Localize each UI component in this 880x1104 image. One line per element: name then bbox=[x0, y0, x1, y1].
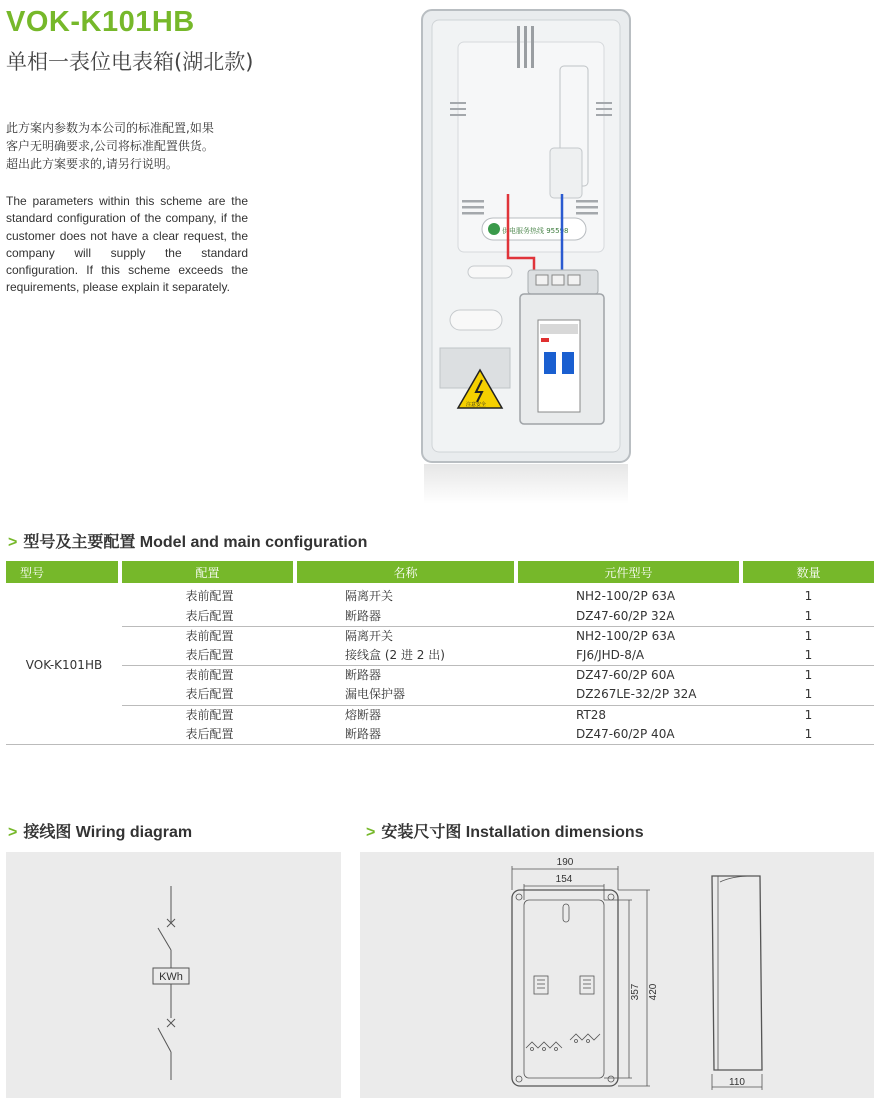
section-arrow-icon: > bbox=[8, 824, 18, 841]
table-row bbox=[6, 705, 874, 725]
table-row bbox=[6, 646, 874, 665]
intro-cn-line: 此方案内参数为本公司的标准配置,如果 bbox=[6, 121, 214, 135]
name-cell: 隔离开关 bbox=[297, 626, 518, 646]
part-cell: DZ47-60/2P 40A bbox=[518, 725, 743, 745]
qty-cell: 1 bbox=[804, 647, 813, 662]
warning-label: 注意安全 bbox=[466, 402, 487, 408]
table-row bbox=[6, 725, 874, 745]
model-cell: VOK-K101HB bbox=[6, 587, 122, 745]
wiring-diagram bbox=[6, 852, 341, 1098]
config-cell: 表前配置 bbox=[122, 665, 297, 685]
name-cell: 漏电保护器 bbox=[345, 687, 406, 702]
name-cell: 熔断器 bbox=[297, 705, 518, 725]
intro-english: The parameters within this scheme are the standard configuration of the company, if the customer does not have a clear request, the company will supply the standard configuration. If this scheme exceeds the requirements, please explain it separately. bbox=[6, 194, 248, 295]
configuration-table bbox=[6, 561, 874, 745]
part-cell: DZ267LE-32/2P 32A bbox=[576, 687, 697, 702]
part-cell: NH2-100/2P 63A bbox=[518, 626, 743, 646]
table-row bbox=[6, 626, 874, 646]
config-cell: 表前配置 bbox=[185, 589, 234, 604]
part-cell: NH2-100/2P 63A bbox=[576, 589, 676, 604]
product-subtitle: 单相一表位电表箱(湖北款) bbox=[6, 50, 254, 74]
intro-cn-line: 超出此方案要求的,请另行说明。 bbox=[6, 157, 178, 171]
part-cell: RT28 bbox=[518, 705, 743, 725]
section-arrow-icon: > bbox=[8, 534, 18, 551]
product-photo bbox=[410, 8, 642, 504]
product-title: VOK-K101HB bbox=[6, 6, 195, 38]
name-cell: 隔离开关 bbox=[345, 589, 394, 604]
qty-cell: 1 bbox=[804, 687, 813, 702]
table-row bbox=[6, 606, 874, 625]
name-cell: 接线盒 (2 进 2 出) bbox=[345, 647, 445, 662]
dim-outer-width: 190 bbox=[556, 857, 574, 868]
qty-cell: 1 bbox=[743, 626, 874, 646]
config-cell: 表前配置 bbox=[122, 705, 297, 725]
column-header: 型号 bbox=[6, 561, 122, 583]
config-cell: 表后配置 bbox=[185, 687, 234, 702]
dim-outer-height: 420 bbox=[648, 983, 659, 1001]
name-cell: 断路器 bbox=[297, 725, 518, 745]
installation-dimensions-panel bbox=[360, 852, 874, 1098]
name-cell: 断路器 bbox=[345, 608, 382, 623]
qty-cell: 1 bbox=[804, 589, 813, 604]
qty-cell: 1 bbox=[743, 665, 874, 685]
dim-inner-width: 154 bbox=[555, 874, 573, 885]
install-section-title: 安装尺寸图 Installation dimensions bbox=[381, 824, 644, 841]
table-row bbox=[6, 665, 874, 685]
dim-depth: 110 bbox=[729, 1077, 745, 1088]
wiring-section-title: 接线图 Wiring diagram bbox=[23, 824, 193, 841]
installation-drawing bbox=[360, 852, 874, 1098]
column-header: 配置 bbox=[122, 561, 297, 583]
table-row bbox=[6, 587, 874, 606]
column-header: 名称 bbox=[297, 561, 518, 583]
config-section-title: 型号及主要配置 Model and main configuration bbox=[23, 534, 368, 551]
table-header-row bbox=[6, 561, 874, 583]
intro-chinese bbox=[6, 119, 256, 173]
config-cell: 表后配置 bbox=[122, 725, 297, 745]
config-cell: 表后配置 bbox=[185, 647, 234, 662]
wiring-section-heading bbox=[8, 819, 192, 842]
config-cell: 表后配置 bbox=[185, 608, 234, 623]
config-section-heading bbox=[8, 529, 367, 552]
part-cell: DZ47-60/2P 60A bbox=[518, 665, 743, 685]
config-cell: 表前配置 bbox=[122, 626, 297, 646]
name-cell: 断路器 bbox=[297, 665, 518, 685]
qty-cell: 1 bbox=[743, 725, 874, 745]
column-header: 元件型号 bbox=[518, 561, 743, 583]
section-arrow-icon: > bbox=[366, 824, 376, 841]
column-header: 数量 bbox=[743, 561, 874, 583]
part-cell: FJ6/JHD-8/A bbox=[576, 647, 645, 662]
wiring-diagram-panel bbox=[6, 852, 341, 1098]
install-section-heading bbox=[366, 819, 644, 842]
intro-cn-line: 客户无明确要求,公司将标准配置供货。 bbox=[6, 139, 214, 153]
kwh-meter-label: KWh bbox=[159, 971, 183, 983]
dim-inner-height: 357 bbox=[630, 983, 641, 1001]
table-row bbox=[6, 685, 874, 704]
qty-cell: 1 bbox=[743, 705, 874, 725]
qty-cell: 1 bbox=[804, 608, 813, 623]
hotline-label: 供电服务热线 95598 bbox=[502, 227, 569, 235]
part-cell: DZ47-60/2P 32A bbox=[576, 608, 675, 623]
